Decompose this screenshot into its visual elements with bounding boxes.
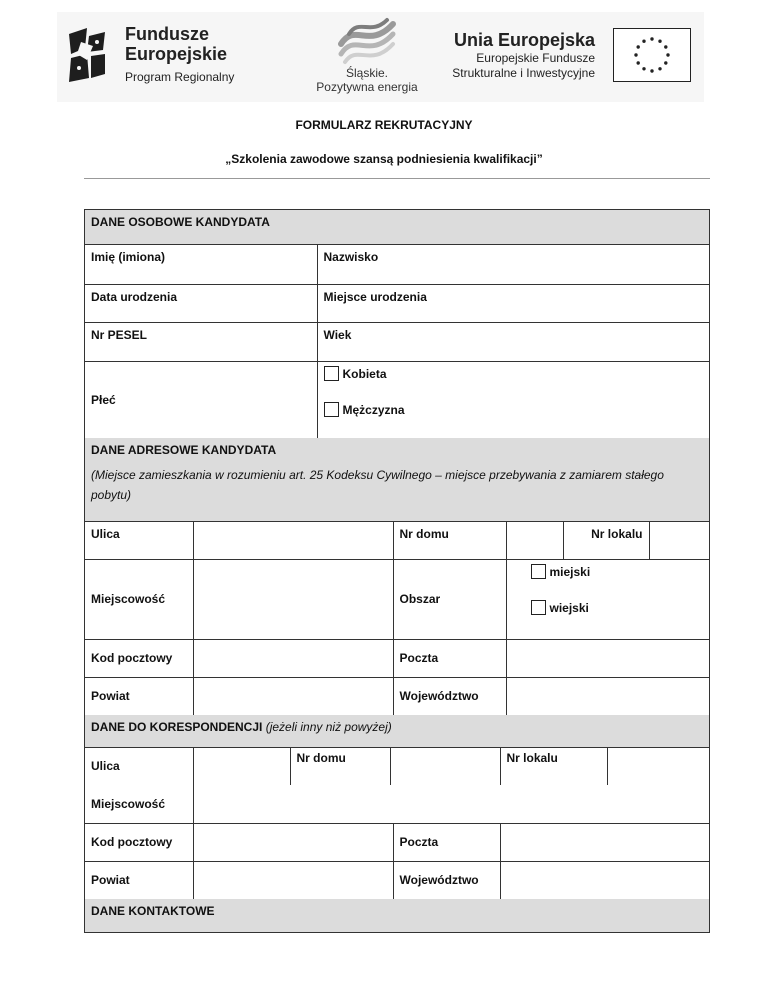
county-label: Powiat [85,677,193,715]
correspondence-data-table-2 [85,785,709,899]
fundusze-europejskie-emblem-icon [67,28,107,82]
contact-data-table [85,899,709,932]
area-rural-label: wiejski [549,600,589,615]
corr-post-office-label: Poczta [393,823,500,861]
checkbox-icon[interactable] [324,366,339,381]
corr-postal-code-label: Kod pocztowy [85,823,193,861]
slaskie-waves-icon [335,16,399,66]
slaskie-logo-line1: Śląskie. [345,66,389,80]
house-no-label: Nr domu [393,521,506,559]
area-options [506,559,709,639]
voivodeship-input[interactable] [506,677,709,715]
contact-section-heading: DANE KONTAKTOWE [85,899,709,932]
post-office-input[interactable] [506,639,709,677]
eu-logo-sub2: Strukturalne i Inwestycyjne [452,66,595,80]
gender-female-option[interactable] [324,366,704,381]
corr-postal-code-input[interactable] [193,823,393,861]
correspondence-section-heading [85,715,709,747]
area-label: Obszar [393,559,506,639]
voivodeship-label: Województwo [393,677,506,715]
eu-logo-sub1: Europejskie Fundusze [476,51,595,65]
recruitment-form [84,209,710,933]
correspondence-data-table [85,715,709,785]
county-input[interactable] [193,677,393,715]
corr-city-label: Miejscowość [85,785,193,823]
gender-options [317,361,709,438]
city-label: Miejscowość [85,559,193,639]
title-separator [84,178,710,179]
corr-county-input[interactable] [193,861,393,899]
apartment-no-input[interactable] [649,521,709,559]
corr-house-no-label: Nr domu [290,747,390,785]
corr-post-office-input[interactable] [500,823,709,861]
corr-apartment-no-label: Nr lokalu [500,747,607,785]
fe-logo-line3: Program Regionalny [125,70,235,84]
age-field[interactable]: Wiek [317,322,709,361]
house-no-input[interactable] [506,521,563,559]
first-name-field[interactable]: Imię (imiona) [85,244,317,284]
corr-voivodeship-input[interactable] [500,861,709,899]
fe-logo-line2: Europejskie [125,44,228,64]
post-office-label: Poczta [393,639,506,677]
gender-label: Płeć [85,361,317,438]
corr-city-input[interactable] [193,785,709,823]
street-input[interactable] [193,521,393,559]
address-section-heading [85,438,709,521]
slaskie-logo [307,16,427,94]
area-urban-option[interactable] [531,564,704,579]
gender-female-label: Kobieta [342,366,387,381]
personal-data-table [85,210,709,438]
correspondence-heading-note: (jeżeli inny niż powyżej) [265,720,392,734]
address-heading-text: DANE ADRESOWE KANDYDATA [91,443,277,457]
header-logo-bar [57,12,704,102]
birth-place-field[interactable]: Miejsce urodzenia [317,284,709,322]
form-title: FORMULARZ REKRUTACYJNY [295,118,473,132]
gender-male-label: Mężczyzna [342,402,405,417]
postal-code-input[interactable] [193,639,393,677]
pesel-field[interactable]: Nr PESEL [85,322,317,361]
area-rural-option[interactable] [531,600,704,615]
fe-logo-line1: Fundusze [125,24,209,44]
apartment-no-label: Nr lokalu [563,521,649,559]
eu-logo-title: Unia Europejska [453,30,595,50]
eu-flag-icon [613,28,691,82]
eu-stars-circle-icon [614,29,690,81]
checkbox-icon[interactable] [531,564,546,579]
corr-street-label: Ulica [85,747,193,785]
address-data-table [85,438,709,715]
postal-code-label: Kod pocztowy [85,639,193,677]
corr-county-label: Powiat [85,861,193,899]
form-subtitle: „Szkolenia zawodowe szansą podniesienia kwalifikacji” [225,152,543,166]
corr-street-input[interactable] [193,747,290,785]
street-label: Ulica [85,521,193,559]
gender-male-option[interactable] [324,402,704,417]
checkbox-icon[interactable] [531,600,546,615]
corr-apartment-no-input[interactable] [607,747,709,785]
last-name-field[interactable]: Nazwisko [317,244,709,284]
personal-section-heading: DANE OSOBOWE KANDYDATA [85,210,709,244]
area-urban-label: miejski [549,564,591,579]
slaskie-logo-line2: Pozytywna energia [316,80,418,94]
eu-logo-text [437,30,595,81]
checkbox-icon[interactable] [324,402,339,417]
corr-voivodeship-label: Województwo [393,861,500,899]
corr-house-no-input[interactable] [390,747,500,785]
correspondence-heading-text: DANE DO KORESPONDENCJI [91,720,263,734]
birth-date-field[interactable]: Data urodzenia [85,284,317,322]
city-input[interactable] [193,559,393,639]
address-note: (Miejsce zamieszkania w rozumieniu art. 25 Kodeksu Cywilnego – miejsce przebywania z zamiarem stałego pobytu) [91,468,664,502]
